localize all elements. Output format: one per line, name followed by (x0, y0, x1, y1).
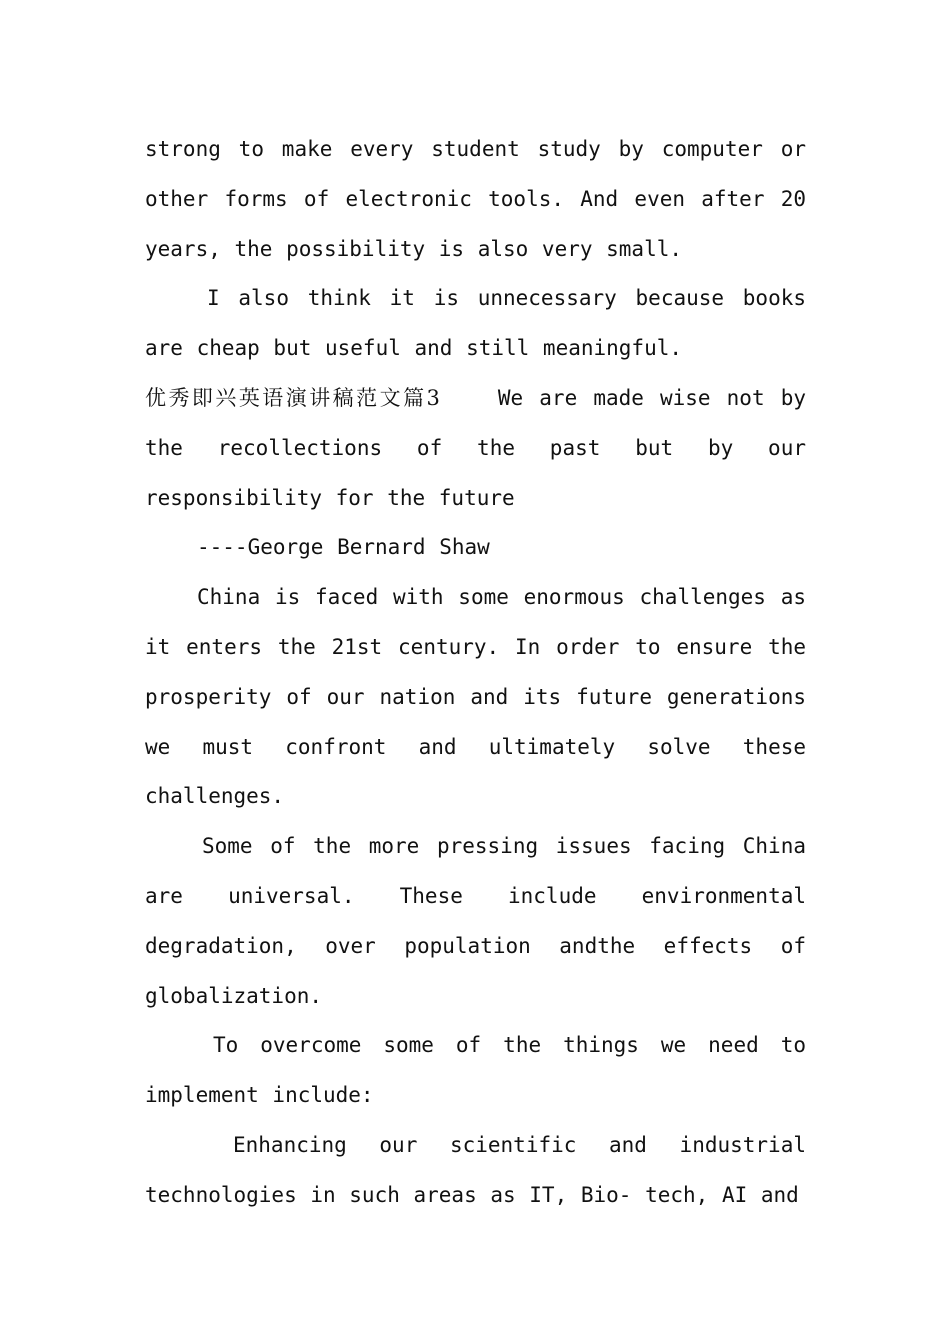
paragraph-continuation: strong to make every student study by computer or other forms of electronic tools. And even after 20 years, the possibility is also very small. (145, 137, 806, 261)
paragraph-china-challenges: China is faced with some enormous challenges as it enters the 21st century. In order to ensure the prosperity of our nation and its future generations we must confront and ultimately solve these challenges. (145, 585, 806, 809)
quote-attribution: ----George Bernard Shaw (197, 535, 490, 560)
paragraph-books-opinion: I also think it is unnecessary because books are cheap but useful and still meaningful. (145, 286, 806, 361)
paragraph-pressing-issues: Some of the more pressing issues facing China are universal. These include environmental degradation, over population andthe effects of globalization. (145, 834, 806, 1008)
paragraph-enhancing: Enhancing our scientific and industrial technologies in such areas as IT, Bio- tech, AI and (145, 1132, 806, 1207)
quote-text: We are made wise not by the recollections of the past but by our responsibility for the future (145, 385, 806, 510)
paragraph-overcome: To overcome some of the things we need to implement include: (145, 1033, 806, 1108)
document-body (145, 125, 806, 1221)
paragraph-section-3 (145, 374, 806, 523)
section-heading: 优秀即兴英语演讲稿范文篇3 (145, 385, 440, 410)
